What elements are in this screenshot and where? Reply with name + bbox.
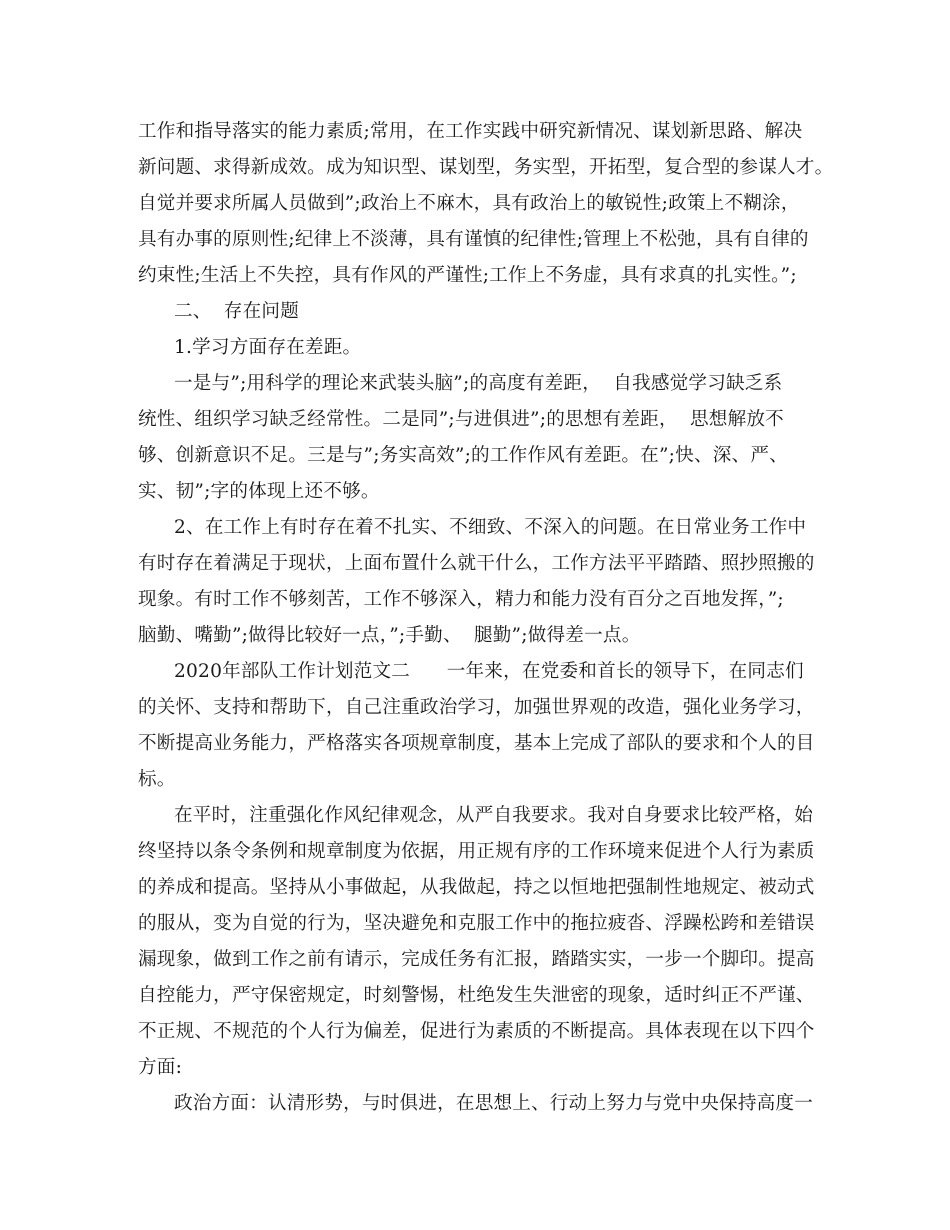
text-line: 一是与”;用科学的理论来武装头脑”;的高度有差距， 自我感觉学习缺乏系 (174, 373, 783, 394)
text-line: 脑勤、嘴勤”;做得比较好一点，”;手勤、 腿勤”;做得差一点。 (138, 625, 641, 646)
text-line: 具有办事的原则性;纪律上不淡薄，具有谨慎的纪律性;管理上不松弛，具有自律的 (138, 229, 809, 250)
text-line: 2、在工作上有时存在着不扎实、不细致、不深入的问题。在日常业务工作中 (174, 517, 807, 538)
text-line: 统性、组织学习缺乏经常性。二是同”;与进俱进”;的思想有差距， 思想解放不 (138, 409, 784, 430)
text-line: 在平时，注重强化作风纪律观念，从严自我要求。我对自身要求比较严格，始 (174, 805, 813, 826)
text-line: 不断提高业务能力，严格落实各项规章制度，基本上完成了部队的要求和个人的目 (138, 733, 815, 754)
text-line: 不正规、不规范的个人行为偏差，促进行为素质的不断提高。具体表现在以下四个 (138, 1021, 815, 1042)
text-line: 自控能力，严守保密规定，时刻警惕，杜绝发生失泄密的现象，适时纠正不严谨、 (138, 985, 815, 1006)
text-line: 漏现象，做到工作之前有请示，完成任务有汇报，踏踏实实，一步一个脚印。提高 (138, 949, 815, 970)
text-line: 的关怀、支持和帮助下，自己注重政治学习，加强世界观的改造，强化业务学习， (138, 697, 815, 718)
text-line: 终坚持以条令条例和规章制度为依据，用正规有序的工作环境来促进个人行为素质 (138, 841, 815, 862)
section-heading: 二、 存在问题 (174, 301, 299, 322)
text-line: 实、韧”;字的体现上还不够。 (138, 481, 380, 502)
text-line: 方面: (138, 1057, 183, 1078)
text-line: 的养成和提高。坚持从小事做起，从我做起，持之以恒地把强制性地规定、被动式 (138, 877, 815, 898)
text-line: 约束性;生活上不失控，具有作风的严谨性;工作上不务虚，具有求真的扎实性。”; (138, 265, 797, 286)
text-line: 自觉并要求所属人员做到”;政治上不麻木，具有政治上的敏锐性;政策上不糊涂， (138, 193, 800, 214)
text-line: 工作和指导落实的能力素质;常用，在工作实践中研究新情况、谋划新思路、解决 (138, 121, 803, 142)
text-line: 现象。有时工作不够刻苦，工作不够深入，精力和能力没有百分之百地发挥，”; (138, 589, 784, 610)
text-line: 标。 (138, 769, 176, 790)
text-line: 的服从，变为自觉的行为，坚决避免和克服工作中的拖拉疲沓、浮躁松跨和差错误 (138, 913, 815, 934)
subsection-heading: 1.学习方面存在差距。 (174, 337, 362, 358)
text-line: 有时存在着满足于现状，上面布置什么就干什么，工作方法平平踏踏、照抄照搬的 (138, 553, 815, 574)
text-line: 政治方面：认清形势，与时俱进，在思想上、行动上努力与党中央保持高度一 (174, 1093, 813, 1114)
text-line: 2020年部队工作计划范文二 一年来，在党委和首长的领导下，在同志们 (174, 661, 804, 682)
text-line: 新问题、求得新成效。成为知识型、谋划型，务实型，开拓型，复合型的参谋人才。 (138, 157, 834, 178)
text-line: 够、创新意识不足。三是与”;务实高效”;的工作作风有差距。在”;快、深、严、 (138, 445, 788, 466)
